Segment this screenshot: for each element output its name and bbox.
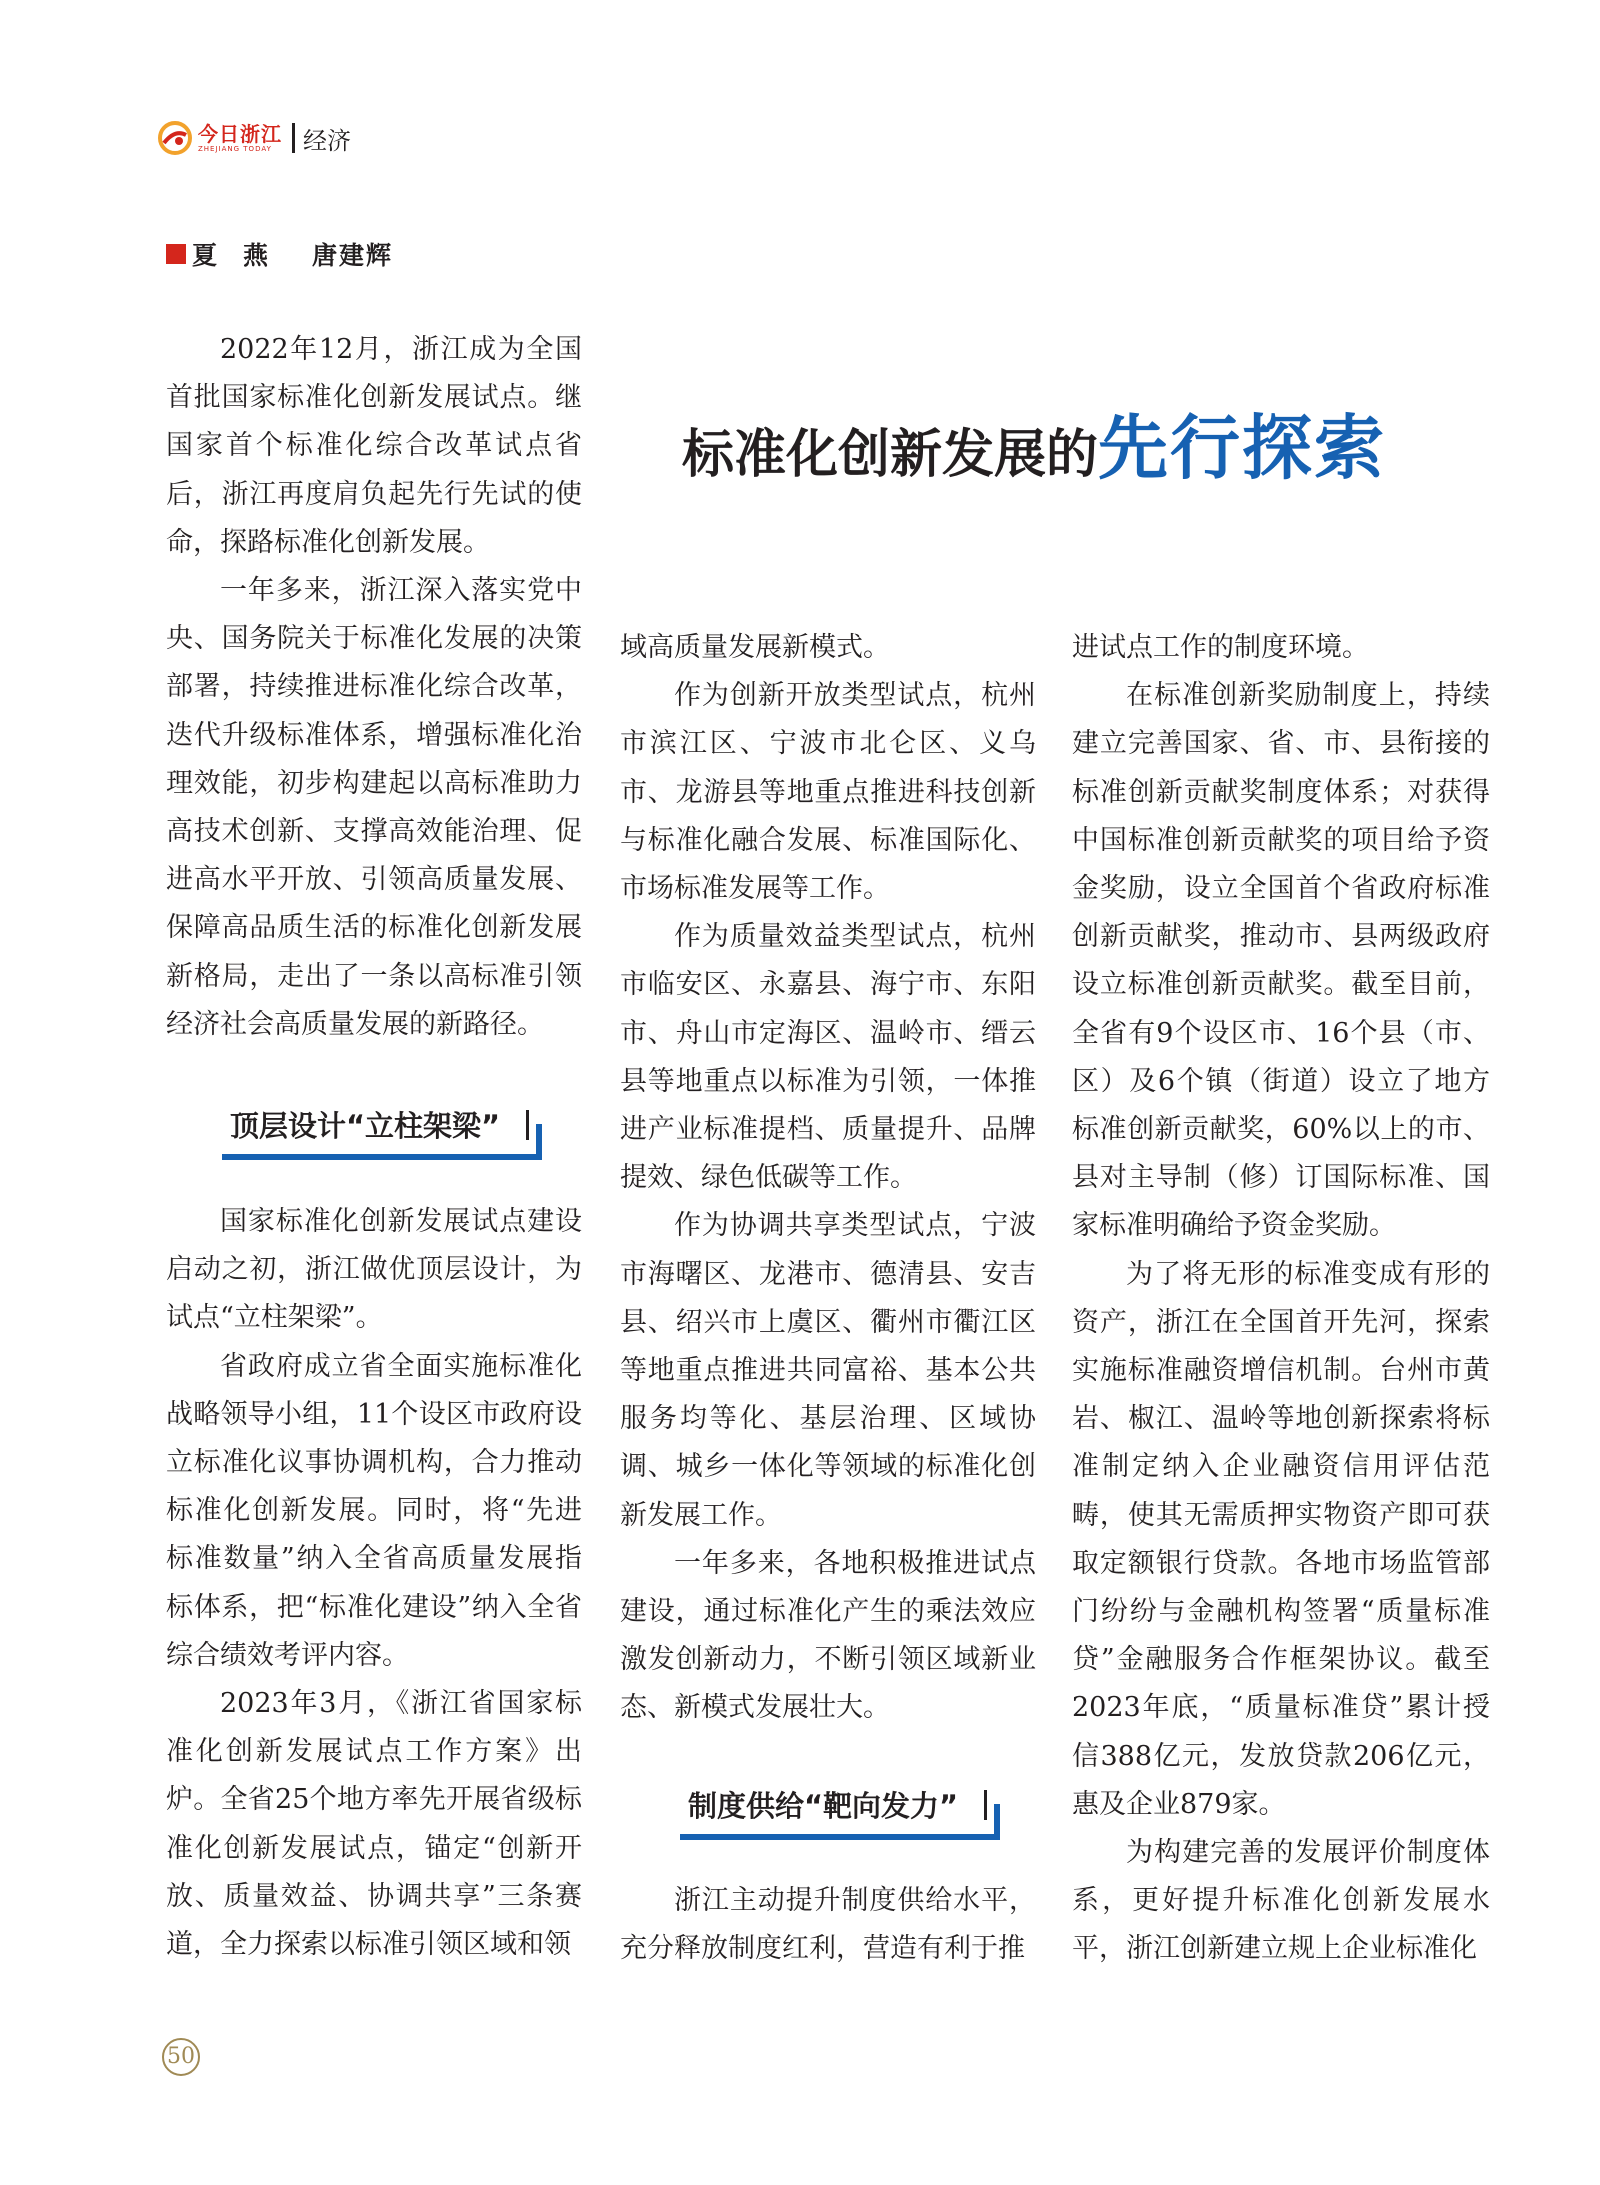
- masthead: [158, 118, 351, 158]
- subhead-tick: [526, 1110, 529, 1140]
- subhead-bar-horizontal: [222, 1154, 542, 1160]
- logo-en: ZHEJIANG TODAY: [198, 144, 272, 153]
- article-headline: [682, 392, 1386, 493]
- paragraph: 作为创新开放类型试点，杭州市滨江区、宁波市北仑区、义乌市、龙游县等地重点推进科技创新与标准化融合发展、标准国际化、市场标准发展等工作。: [620, 680, 1036, 905]
- paragraph: 一年多来，浙江深入落实党中央、国务院关于标准化发展的决策部署，持续推进标准化综合改革，迭代升级标准体系，增强标准化治理效能，初步构建起以高标准助力高技术创新、支撑高效能治理、促进高水平开放、引领高质量发展、保障高品质生活的标准化创新发展新格局，走出了一条以高标准引领经济社会高质量发展的新路径。: [166, 575, 582, 1040]
- author-1: 夏燕: [192, 241, 295, 270]
- paragraph: 2023年3月，《浙江省国家标准化创新发展试点工作方案》出炉。全省25个地方率先开展省级标准化创新发展试点，锚定“创新开放、质量效益、协调共享”三条赛道，全力探索以标准引领区域和领: [166, 1688, 582, 1961]
- paragraph: 作为协调共享类型试点，宁波市海曙区、龙港市、德清县、安吉县、绍兴市上虞区、衢州市衢江区等地重点推进共同富裕、基本公共服务均等化、基层治理、区域协调、城乡一体化等领域的标准化创新发展工作。: [620, 1210, 1036, 1531]
- paragraph: 为构建完善的发展评价制度体系，更好提升标准化创新发展水平，浙江创新建立规上企业标准化: [1072, 1837, 1490, 1965]
- subhead-text: 顶层设计“立柱架梁”: [230, 1109, 501, 1143]
- paragraph-continued: 进试点工作的制度环境。: [1072, 632, 1369, 663]
- column-1-top: [166, 326, 582, 1049]
- paragraph-continued: 域高质量发展新模式。: [620, 632, 890, 663]
- paragraph: 国家标准化创新发展试点建设启动之初，浙江做优顶层设计，为试点“立柱架梁”。: [166, 1206, 582, 1334]
- masthead-divider: [292, 123, 295, 153]
- subhead-tick: [984, 1790, 987, 1820]
- subhead-top-level-design: [222, 1100, 548, 1160]
- headline-highlight: 先行探索: [1098, 407, 1387, 489]
- column-2-bottom: [620, 1877, 1036, 1973]
- paragraph: 省政府成立省全面实施标准化战略领导小组，11个设区市政府设立标准化议事协调机构，合力推动标准化创新发展。同时，将“先进标准数量”纳入全省高质量发展指标体系，把“标准化建设”纳入全省综合绩效考评内容。: [166, 1350, 582, 1671]
- logo-wordmark: [198, 121, 282, 153]
- paragraph: 在标准创新奖励制度上，持续建立完善国家、省、市、县衔接的标准创新贡献奖制度体系；对获得中国标准创新贡献奖的项目给予资金奖励，设立全国首个省政府标准创新贡献奖，推动市、县两级政府设立标准创新贡献奖。截至目前，全省有9个设区市、16个县（市、区）及6个镇（街道）设立了地方标准创新贡献奖，60%以上的市、县对主导制（修）订国际标准、国家标准明确给予资金奖励。: [1072, 680, 1490, 1242]
- byline: [166, 236, 393, 272]
- paragraph: 2022年12月，浙江成为全国首批国家标准化创新发展试点。继国家首个标准化综合改革试点省后，浙江再度肩负起先行先试的使命，探路标准化创新发展。: [166, 334, 582, 558]
- column-2-top: [620, 624, 1036, 1733]
- byline-square-icon: [166, 244, 186, 264]
- headline-prefix: 标准化创新发展的: [682, 424, 1099, 485]
- section-label: 经济: [303, 126, 351, 155]
- page-number: 50: [162, 2038, 200, 2076]
- logo-cn: 今日浙江: [198, 121, 282, 146]
- logo-icon: [158, 121, 192, 155]
- paragraph: 为了将无形的标准变成有形的资产，浙江在全国首开先河，探索实施标准融资增信机制。台州市黄岩、椒江、温岭等地创新探索将标准制定纳入企业融资信用评估范畴，使其无需质押实物资产即可获取定额银行贷款。各地市场监管部门纷纷与金融机构签署“质量标准贷”金融服务合作框架协议。截至2023年底，“质量标准贷”累计授信388亿元，发放贷款206亿元，惠及企业879家。: [1072, 1258, 1490, 1820]
- subhead-institutional-supply: [680, 1780, 1006, 1840]
- subhead-bar-horizontal: [680, 1834, 1000, 1840]
- author-2: 唐建辉: [312, 241, 394, 270]
- paragraph: 浙江主动提升制度供给水平，充分释放制度红利，营造有利于推: [620, 1885, 1036, 1965]
- paragraph: 作为质量效益类型试点，杭州市临安区、永嘉县、海宁市、东阳市、舟山市定海区、温岭市、缙云县等地重点以标准为引领，一体推进产业标准提档、质量提升、品牌提效、绿色低碳等工作。: [620, 921, 1036, 1194]
- subhead-text: 制度供给“靶向发力”: [688, 1789, 959, 1823]
- column-1-bottom: [166, 1198, 582, 1969]
- column-3: [1072, 624, 1490, 1974]
- paragraph: 一年多来，各地积极推进试点建设，通过标准化产生的乘法效应激发创新动力，不断引领区域新业态、新模式发展壮大。: [620, 1547, 1036, 1724]
